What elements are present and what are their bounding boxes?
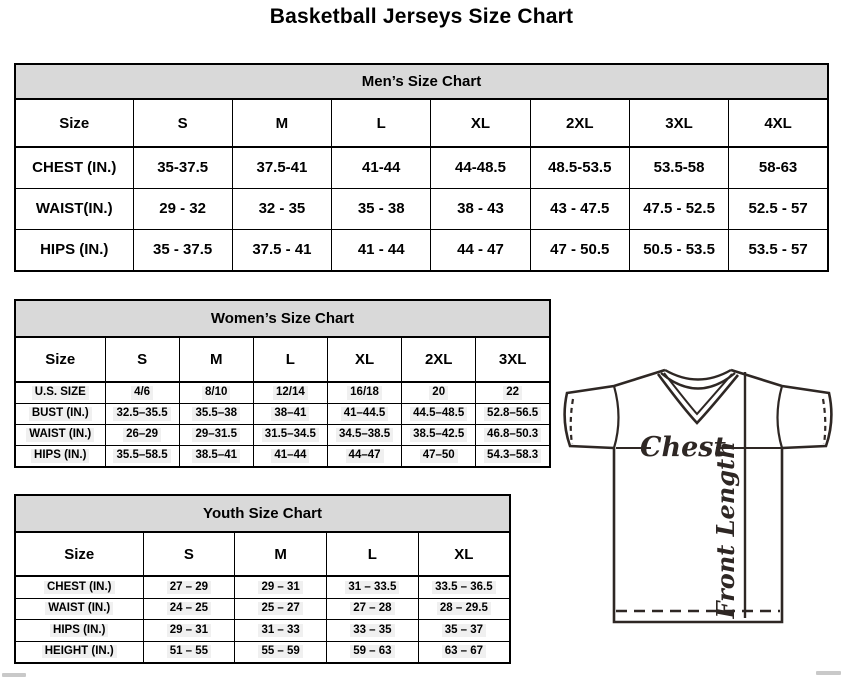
size-cell (133, 230, 232, 272)
size-cell-text: 43 - 47.5 (550, 200, 610, 218)
size-cell (105, 404, 179, 425)
size-cell-text: 38.5–42.5 (410, 428, 467, 441)
jersey-right-cuff-dashes (823, 399, 825, 444)
size-cell-text: 35 – 37 (442, 624, 486, 637)
size-cell (235, 641, 327, 663)
size-cell-text: 33 – 35 (350, 624, 394, 637)
size-cell-text: 31.5–34.5 (262, 428, 319, 441)
row-label (15, 576, 143, 598)
size-cell-text: 38.5–41 (192, 449, 240, 462)
size-cell-text: 12/14 (273, 386, 308, 399)
size-cell (431, 230, 530, 272)
size-cell-text: 44–47 (346, 449, 384, 462)
column-header: L (253, 337, 327, 382)
row-label (15, 641, 143, 663)
horizontal-scrollbar-thumb-left[interactable] (2, 673, 26, 677)
table-row (15, 446, 550, 468)
size-cell-text: 32 - 35 (258, 200, 306, 218)
size-cell-text: 35-37.5 (157, 159, 209, 177)
size-cell (327, 404, 401, 425)
size-cell (105, 382, 179, 404)
size-cell (530, 147, 629, 189)
table-row (15, 382, 550, 404)
size-cell-text: 52.5 - 57 (748, 200, 808, 218)
section-title-row (15, 64, 828, 99)
size-cell-text: 8/10 (202, 386, 230, 399)
size-cell-text: 38 - 43 (457, 200, 504, 218)
column-header: S (133, 99, 232, 147)
row-label-text: U.S. SIZE (32, 386, 89, 399)
size-cell (143, 620, 235, 642)
size-cell-text: 63 – 67 (442, 645, 486, 658)
size-cell-text: 50.5 - 53.5 (643, 241, 715, 259)
column-header: 4XL (729, 99, 828, 147)
size-cell (133, 189, 232, 230)
size-cell-text: 51 – 55 (167, 645, 211, 658)
size-cell (629, 230, 728, 272)
size-cell-text: 44.5–48.5 (410, 407, 467, 420)
size-cell (629, 147, 728, 189)
section-title: Women’s Size Chart (15, 300, 550, 337)
column-header: 2XL (402, 337, 476, 382)
column-header: XL (431, 99, 530, 147)
size-cell-text: 20 (429, 386, 448, 399)
jersey-collar-band-top (665, 370, 731, 380)
size-cell (402, 404, 476, 425)
size-cell-text: 27 – 28 (350, 602, 394, 615)
size-cell (235, 576, 327, 598)
size-cell-text: 58-63 (758, 159, 798, 177)
size-cell (232, 147, 331, 189)
table-row (15, 576, 510, 598)
size-cell-text: 29 – 31 (167, 624, 211, 637)
mens-size-table (14, 63, 829, 272)
table-row (15, 230, 828, 272)
size-cell-text: 37.5 - 41 (252, 241, 312, 259)
row-label (15, 620, 143, 642)
size-cell (253, 446, 327, 468)
size-cell-text: 52.8–56.5 (484, 407, 541, 420)
size-cell (729, 147, 828, 189)
row-label (15, 598, 143, 620)
section-title: Men’s Size Chart (15, 64, 828, 99)
table-row (15, 425, 550, 446)
size-cell-text: 55 – 59 (258, 645, 302, 658)
size-cell-text: 46.8–50.3 (484, 428, 541, 441)
size-cell (729, 230, 828, 272)
size-cell-text: 24 – 25 (167, 602, 211, 615)
row-label (15, 446, 105, 468)
size-cell-text: 28 – 29.5 (437, 602, 491, 615)
size-cell-text: 47.5 - 52.5 (643, 200, 715, 218)
size-cell (332, 189, 431, 230)
size-cell-text: 44-48.5 (455, 159, 506, 177)
size-cell-text: 31 – 33.5 (345, 581, 399, 594)
size-cell (530, 230, 629, 272)
column-header: M (232, 99, 331, 147)
size-cell-text: 35.5–38 (192, 407, 240, 420)
size-cell-text: 35.5–58.5 (113, 449, 170, 462)
size-cell-text: 25 – 27 (258, 602, 302, 615)
size-cell (629, 189, 728, 230)
womens-size-table (14, 299, 551, 468)
jersey-right-armhole-seam (778, 386, 783, 448)
size-cell-text: 41-44 (362, 159, 401, 177)
size-cell-text: 35 - 38 (357, 200, 405, 218)
size-cell (253, 382, 327, 404)
size-cell (232, 189, 331, 230)
jersey-left-cuff-dashes (571, 399, 573, 444)
row-label-text: WAIST (IN.) (26, 428, 94, 441)
row-label (15, 404, 105, 425)
size-cell-text: 53.5-58 (653, 159, 705, 177)
page-title: Basketball Jerseys Size Chart (269, 5, 574, 28)
size-cell (418, 620, 510, 642)
column-header: 3XL (476, 337, 550, 382)
size-cell-text: 47 - 50.5 (550, 241, 610, 259)
row-label (15, 230, 133, 272)
size-cell (431, 147, 530, 189)
size-cell (431, 189, 530, 230)
size-cell (235, 598, 327, 620)
horizontal-scrollbar-thumb-right[interactable] (816, 671, 841, 675)
size-cell-text: 53.5 - 57 (748, 241, 808, 259)
size-cell (476, 382, 550, 404)
column-header: XL (418, 532, 510, 576)
table-row (15, 147, 828, 189)
row-label (15, 425, 105, 446)
table-row (15, 641, 510, 663)
table-row (15, 404, 550, 425)
front-length-label: Front Length (711, 441, 740, 619)
column-header: L (332, 99, 431, 147)
size-cell (253, 404, 327, 425)
size-cell-text: 37.5-41 (256, 159, 308, 177)
column-header: Size (15, 99, 133, 147)
size-cell-text: 35 - 37.5 (153, 241, 213, 259)
size-cell-text: 54.3–58.3 (484, 449, 541, 462)
table-row (15, 598, 510, 620)
row-label-text: CHEST (IN.) (32, 159, 117, 177)
size-cell-text: 44 - 47 (457, 241, 504, 259)
size-cell (327, 382, 401, 404)
size-cell (143, 598, 235, 620)
size-cell (327, 641, 419, 663)
size-cell-text: 32.5–35.5 (113, 407, 170, 420)
table-row (15, 189, 828, 230)
size-cell (232, 230, 331, 272)
size-cell-text: 29 – 31 (258, 581, 302, 594)
column-header: 2XL (530, 99, 629, 147)
jersey-left-armhole-seam (614, 386, 619, 448)
size-cell (179, 404, 253, 425)
size-cell-text: 31 – 33 (258, 624, 302, 637)
row-label-text: WAIST(IN.) (35, 200, 113, 218)
size-cell (729, 189, 828, 230)
column-header: S (105, 337, 179, 382)
size-cell (418, 576, 510, 598)
size-cell-text: 41–44 (271, 449, 309, 462)
size-cell (530, 189, 629, 230)
column-header: M (235, 532, 327, 576)
column-header-row (15, 532, 510, 576)
jersey-body-outline (614, 448, 782, 622)
row-label-text: CHEST (IN.) (44, 581, 115, 594)
column-header: Size (15, 532, 143, 576)
size-cell (143, 576, 235, 598)
size-cell-text: 59 – 63 (350, 645, 394, 658)
size-cell-text: 48.5-53.5 (548, 159, 612, 177)
size-cell-text: 22 (503, 386, 522, 399)
size-cell-text: 27 – 29 (167, 581, 211, 594)
size-cell-text: 33.5 – 36.5 (432, 581, 496, 594)
size-cell (332, 230, 431, 272)
size-cell (327, 598, 419, 620)
column-header-row (15, 99, 828, 147)
size-cell (179, 382, 253, 404)
size-cell (143, 641, 235, 663)
section-title-row (15, 495, 510, 532)
row-label-text: HEIGHT (IN.) (42, 645, 117, 658)
size-cell (105, 446, 179, 468)
size-cell-text: 34.5–38.5 (336, 428, 393, 441)
size-cell (327, 576, 419, 598)
row-label-text: HIPS (IN.) (50, 624, 108, 637)
size-cell (133, 147, 232, 189)
size-cell (235, 620, 327, 642)
jersey-measurement-diagram (556, 360, 840, 632)
youth-size-table (14, 494, 511, 664)
size-cell (402, 425, 476, 446)
section-title-row (15, 300, 550, 337)
size-cell (402, 446, 476, 468)
size-cell-text: 29 - 32 (159, 200, 206, 218)
size-cell (327, 620, 419, 642)
column-header: Size (15, 337, 105, 382)
size-cell-text: 41 - 44 (357, 241, 405, 259)
size-cell-text: 26–29 (123, 428, 161, 441)
size-cell (327, 446, 401, 468)
size-cell-text: 29–31.5 (192, 428, 240, 441)
section-title: Youth Size Chart (15, 495, 510, 532)
size-cell-text: 47–50 (420, 449, 458, 462)
size-cell-text: 38–41 (271, 407, 309, 420)
row-label-text: WAIST (IN.) (45, 602, 113, 615)
size-cell-text: 4/6 (131, 386, 153, 399)
column-header: M (179, 337, 253, 382)
size-cell (418, 598, 510, 620)
column-header-row (15, 337, 550, 382)
size-cell (179, 425, 253, 446)
row-label-text: HIPS (IN.) (40, 241, 109, 259)
size-cell (179, 446, 253, 468)
row-label (15, 382, 105, 404)
size-cell-text: 16/18 (347, 386, 382, 399)
column-header: L (327, 532, 419, 576)
table-row (15, 620, 510, 642)
size-cell (418, 641, 510, 663)
column-header: XL (327, 337, 401, 382)
size-cell (476, 404, 550, 425)
size-cell-text: 41–44.5 (341, 407, 389, 420)
jersey-collar-band-bottom (661, 373, 735, 389)
column-header: 3XL (629, 99, 728, 147)
column-header: S (143, 532, 235, 576)
row-label (15, 189, 133, 230)
size-cell (332, 147, 431, 189)
size-cell (476, 425, 550, 446)
size-cell (105, 425, 179, 446)
row-label-text: HIPS (IN.) (31, 449, 89, 462)
chest-label: Chest (640, 432, 726, 463)
size-cell (327, 425, 401, 446)
row-label-text: BUST (IN.) (29, 407, 92, 420)
size-cell (476, 446, 550, 468)
size-cell (253, 425, 327, 446)
size-cell (402, 382, 476, 404)
row-label (15, 147, 133, 189)
